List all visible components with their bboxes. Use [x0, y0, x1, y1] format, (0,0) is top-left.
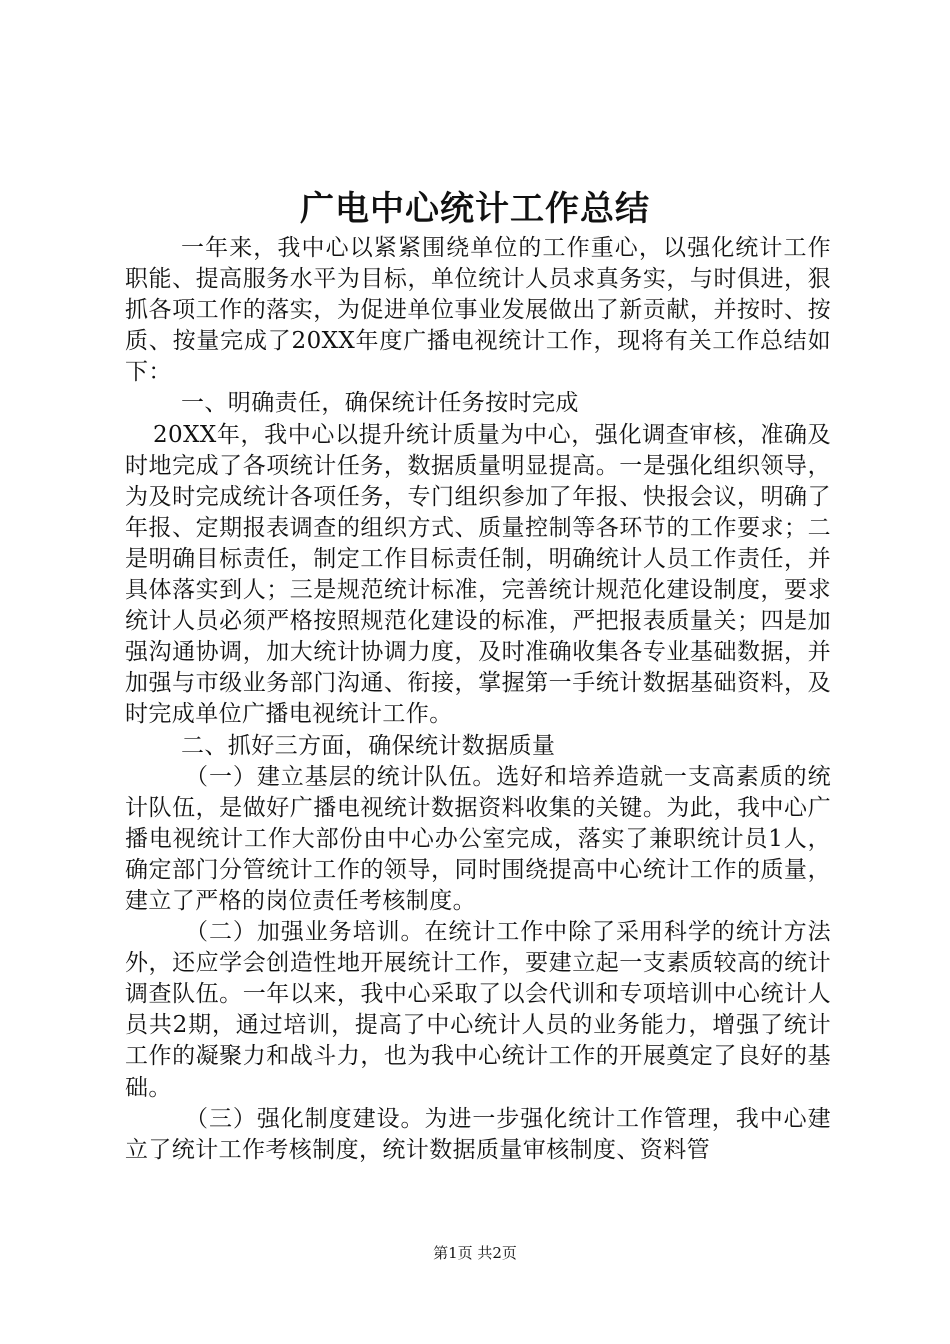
paragraph-intro: 一年来，我中心以紧紧围绕单位的工作重心，以强化统计工作职能、提高服务水平为目标，单位统计人员求真务实，与时俱进，狠抓各项工作的落实，为促进单位事业发展做出了新贡献，并按时、按质、按量完成了20XX年度广播电视统计工作，现将有关工作总结如下： [125, 235, 831, 386]
paragraph-item-1: （一）建立基层的统计队伍。选好和培养造就一支高素质的统计队伍，是做好广播电视统计数据资料收集的关键。为此，我中心广播电视统计工作大部份由中心办公室完成，落实了兼职统计员1人，确定部门分管统计工作的领导，同时围绕提高中心统计工作的质量，建立了严格的岗位责任考核制度。 [125, 763, 831, 914]
paragraph-item-2: （二）加强业务培训。在统计工作中除了采用科学的统计方法外，还应学会创造性地开展统计工作，要建立起一支素质较高的统计调查队伍。一年以来，我中心采取了以会代训和专项培训中心统计人员共2期，通过培训，提高了中心统计人员的业务能力，增强了统计工作的凝聚力和战斗力，也为我中心统计工作的开展奠定了良好的基础。 [125, 919, 831, 1101]
section-heading-1: 一、明确责任，确保统计任务按时完成 [181, 390, 579, 417]
document-title: 广电中心统计工作总结 [300, 189, 650, 229]
paragraph-section-1: 20XX年，我中心以提升统计质量为中心，强化调查审核，准确及时地完成了各项统计任务，数据质量明显提高。一是强化组织领导，为及时完成统计各项任务，专门组织参加了年报、快报会议，明确了年报、定期报表调查的组织方式、质量控制等各环节的工作要求；二是明确目标责任，制定工作目标责任制，明确统计人员工作责任，并具体落实到人；三是规范统计标准，完善统计规范化建设制度，要求统计人员必须严格按照规范化建设的标准，严把报表质量关；四是加强沟通协调，加大统计协调力度，及时准确收集各专业基础数据，并加强与市级业务部门沟通、衔接，掌握第一手统计数据基础资料，及时完成单位广播电视统计工作。 [125, 421, 831, 728]
page-footer: 第1页 共2页 [433, 1244, 517, 1262]
section-heading-2: 二、抓好三方面，确保统计数据质量 [181, 732, 556, 759]
paragraph-item-3: （三）强化制度建设。为进一步强化统计工作管理，我中心建立了统计工作考核制度，统计数据质量审核制度、资料管 [125, 1105, 831, 1163]
document-body [125, 233, 831, 1166]
